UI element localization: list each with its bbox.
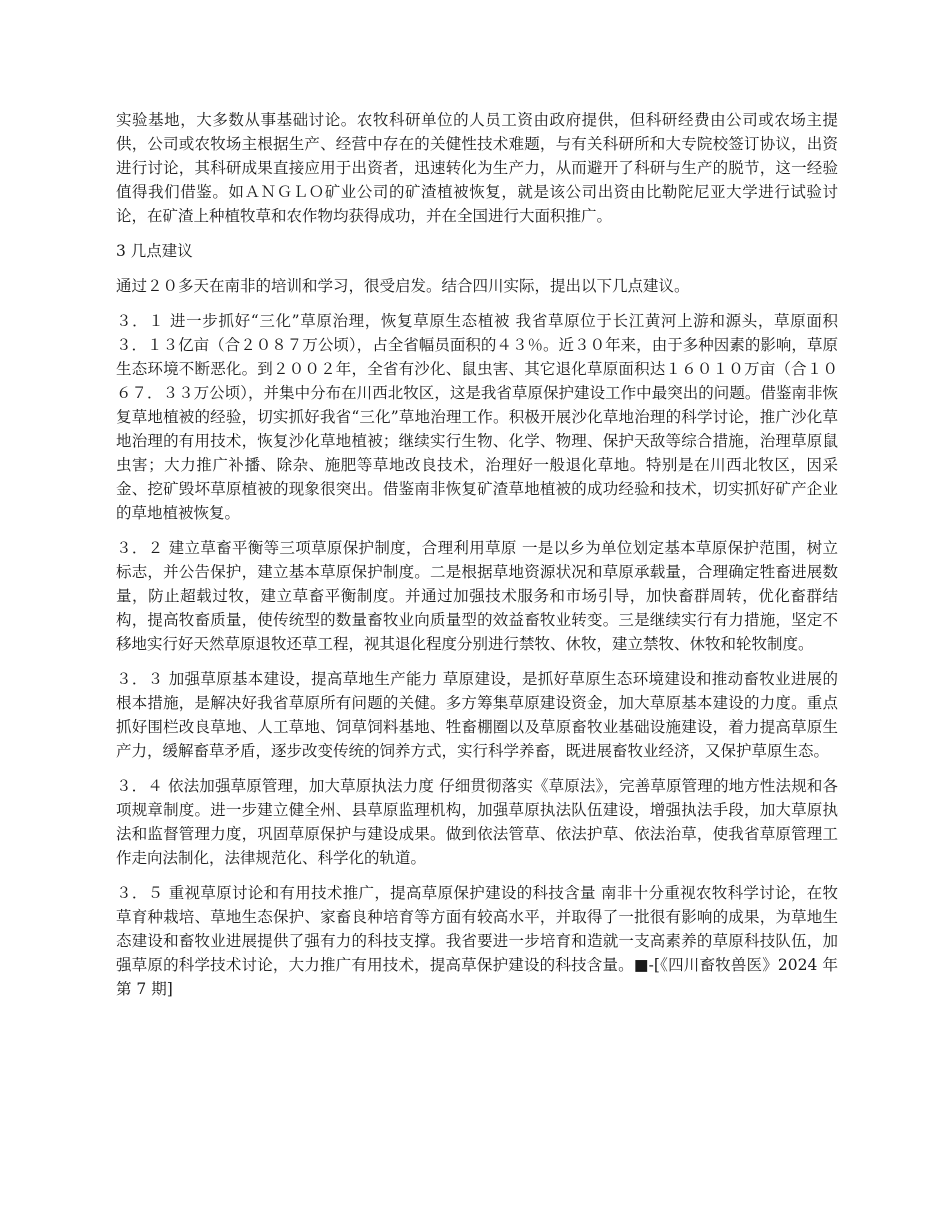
paragraph-3-3: ３．３ 加强草原基本建设，提高草地生产能力 草原建设，是抓好草原生态环境建设和推动畜牧业进展的根本措施，是解决好我省草原所有问题的关健。多方筹集草原建设资金，加大草原基本建设的力度。重点抓好围栏改良草地、人工草地、饲草饲料基地、牲畜棚圈以及草原畜牧业基础设施建设，着力提高草原生产力，缓解畜草矛盾，逐步改变传统的饲养方式，实行科学养畜，既进展畜牧业经济，又保护草原生态。 xyxy=(116,670,838,760)
paragraph-3-4: ３．４ 依法加强草原管理，加大草原执法力度 仔细贯彻落实《草原法》，完善草原管理的地方性法规和各项规章制度。进一步建立健全州、县草原监理机构，加强草原执法队伍建设，增强执法手段，加大草原执法和监督管理力度，巩固草原保护与建设成果。做到依法管草、依法护草、依法治草，使我省草原管理工作走向法制化，法律规范化、科学化的轨道。 xyxy=(116,777,838,867)
paragraph-3-2: ３．２ 建立草畜平衡等三项草原保护制度，合理利用草原 一是以乡为单位划定基本草原保护范围，树立标志，并公告保护，建立基本草原保护制度。二是根据草地资源状况和草原承载量，合理确定牲畜进展数量，防止超载过牧，建立草畜平衡制度。并通过加强技术服务和市场引导，加快畜群周转，优化畜群结构，提高牧畜质量，使传统型的数量畜牧业向质量型的效益畜牧业转变。三是继续实行有力措施，坚定不移地实行好天然草原退牧还草工程，视其退化程度分别进行禁牧、休牧，建立禁牧、休牧和轮牧制度。 xyxy=(116,539,838,653)
paragraph-3-1: ３．１ 进一步抓好“三化”草原治理，恢复草原生态植被 我省草原位于长江黄河上游和源头，草原面积３．１３亿亩（合２０８７万公顷），占全省幅员面积的４３％。近３０年来，由于多种因素的影响，草原生态环境不断恶化。到２００２年，全省有沙化、鼠虫害、其它退化草原面积达１６０１０万亩（合１０６７．３３万公顷），并集中分布在川西北牧区，这是我省草原保护建设工作中最突出的问题。借鉴南非恢复草地植被的经验，切实抓好我省“三化”草地治理工作。积极开展沙化草地治理的科学讨论，推广沙化草地治理的有用技术，恢复沙化草地植被；继续实行生物、化学、物理、保护天敌等综合措施，治理草原鼠虫害；大力推广补播、除杂、施肥等草地改良技术，治理好一般退化草地。特别是在川西北牧区，因采金、挖矿毁坏草原植被的现象很突出。借鉴南非恢复矿渣草地植被的成功经验和技术，切实抓好矿产企业的草地植被恢复。 xyxy=(116,312,838,522)
paragraph-3-5: ３．５ 重视草原讨论和有用技术推广，提高草原保护建设的科技含量 南非十分重视农牧科学讨论，在牧草育种栽培、草地生态保护、家畜良种培育等方面有较高水平，并取得了一批很有影响的成果，为草地生态建设和畜牧业进展提供了强有力的科技支撑。我省要进一步培育和造就一支高素养的草原科技队伍，加强草原的科学技术讨论，大力推广有用技术，提高草保护建设的科技含量。■-[《四川畜牧兽医》2024 年第 7 期] xyxy=(116,884,838,998)
section-heading-suggestions: 3 几点建议 xyxy=(116,242,193,260)
document-body xyxy=(116,108,838,1012)
paragraph-intro: 通过２０多天在南非的培训和学习，很受启发。结合四川实际，提出以下几点建议。 xyxy=(116,277,690,295)
paragraph-research-funding: 实验基地，大多数从事基础讨论。农牧科研单位的人员工资由政府提供，但科研经费由公司或农场主提供，公司或农牧场主根据生产、经营中存在的关健性技术难题，与有关科研所和大专院校签订协议，出资进行讨论，其科研成果直接应用于出资者，迅速转化为生产力，从而避开了科研与生产的脱节，这一经验值得我们借鉴。如ＡＮＧＬＯ矿业公司的矿渣植被恢复，就是该公司出资由比勒陀尼亚大学进行试验讨论，在矿渣上种植牧草和农作物均获得成功，并在全国进行大面积推广。 xyxy=(116,111,838,225)
